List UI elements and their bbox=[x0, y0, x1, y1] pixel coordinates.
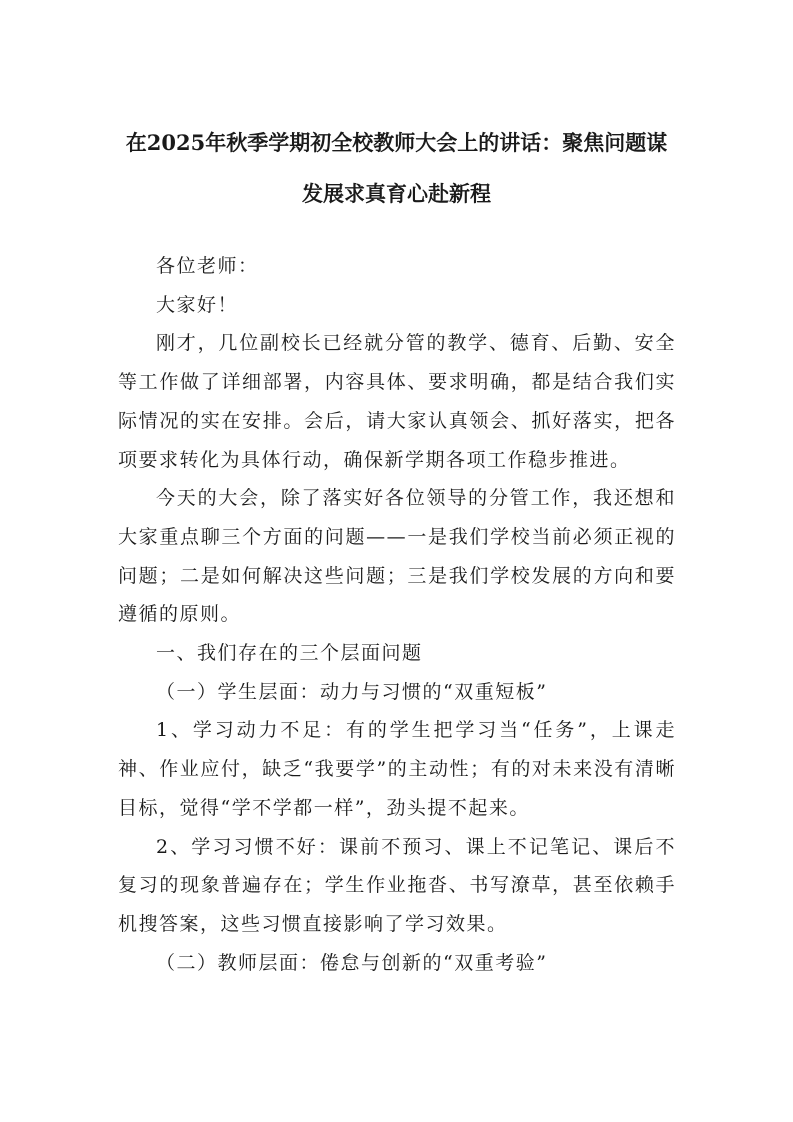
document-body bbox=[118, 247, 676, 982]
subsection-heading: （二）教师层面：倦怠与创新的“双重考验” bbox=[156, 951, 548, 974]
section-heading: 一、我们存在的三个层面问题 bbox=[156, 642, 423, 665]
body-paragraph: 1、学习动力不足：有的学生把学习当“任务”，上课走神、作业应付，缺乏“我要学”的主动性；有的对未来没有清晰目标，觉得“学不学都一样”，劲头提不起来。 bbox=[118, 719, 676, 819]
document-title-line-1: 在2025年秋季学期初全校教师大会上的讲话：聚焦问题谋 bbox=[125, 130, 668, 155]
greeting: 大家好！ bbox=[156, 293, 239, 316]
salutation: 各位老师： bbox=[156, 255, 259, 277]
document-title-line-2: 发展求真育心赴新程 bbox=[302, 181, 491, 206]
body-paragraph: 今天的大会，除了落实好各位领导的分管工作，我还想和大家重点聊三个方面的问题——一是我们学校当前必须正视的问题；二是如何解决这些问题；三是我们学校发展的方向和要遵循的原则。 bbox=[118, 487, 676, 626]
body-paragraph: 刚才，几位副校长已经就分管的教学、德育、后勤、安全等工作做了详细部署，内容具体、要求明确，都是结合我们实际情况的实在安排。会后，请大家认真领会、抓好落实，把各项要求转化为具体行动，确保新学期各项工作稳步推进。 bbox=[118, 332, 676, 471]
body-paragraph: 2、学习习惯不好：课前不预习、课上不记笔记、课后不复习的现象普遍存在；学生作业拖沓、书写潦草，甚至依赖手机搜答案，这些习惯直接影响了学习效果。 bbox=[118, 835, 676, 935]
subsection-heading: （一）学生层面：动力与习惯的“双重短板” bbox=[156, 680, 548, 703]
